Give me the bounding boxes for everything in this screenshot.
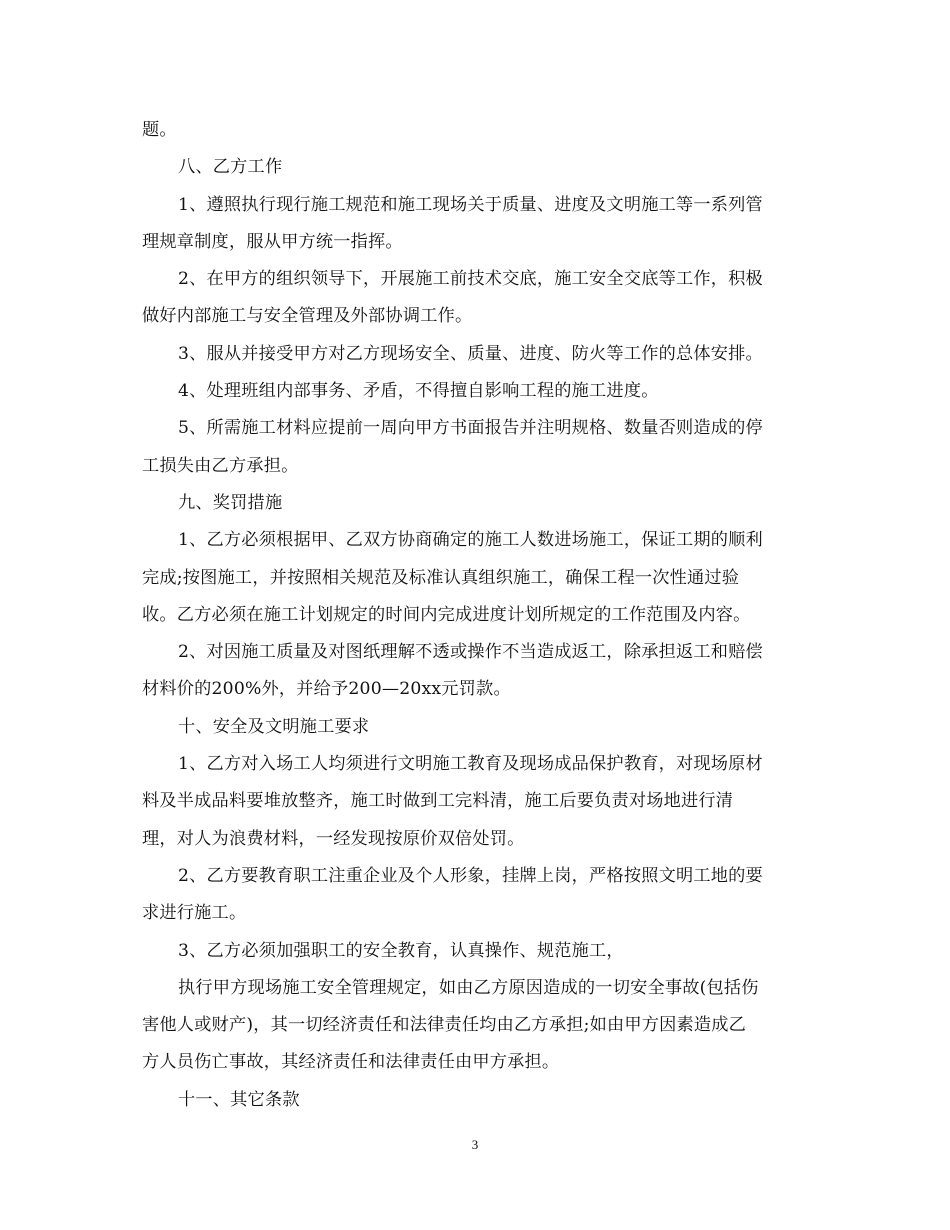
document-body: [142, 112, 808, 1119]
text-line: 做好内部施工与安全管理及外部协调工作。: [142, 306, 473, 327]
text-line: 1、遵照执行现行施工规范和施工现场关于质量、进度及文明施工等一系列管: [178, 194, 763, 215]
text-line: 十一、其它条款: [178, 1089, 300, 1110]
text-line: 3、服从并接受甲方对乙方现场安全、质量、进度、防火等工作的总体安排。: [178, 343, 763, 364]
text-line: 4、处理班组内部事务、矛盾，不得擅自影响工程的施工进度。: [178, 381, 659, 402]
text-line: 理规章制度，服从甲方统一指挥。: [142, 231, 403, 252]
text-line: 2、对因施工质量及对图纸理解不透或操作不当造成返工，除承担返工和赔偿: [178, 642, 763, 663]
text-line: 理，对人为浪费材料，一经发现按原价双倍处罚。: [142, 828, 525, 849]
text-line: 害他人或财产)，其一切经济责任和法律责任均由乙方承担;如由甲方因素造成乙: [142, 1015, 747, 1036]
text-line: 1、乙方必须根据甲、乙双方协商确定的施工人数进场施工，保证工期的顺利: [178, 530, 763, 551]
text-line: 2、在甲方的组织领导下，开展施工前技术交底，施工安全交底等工作，积极: [178, 269, 763, 290]
text-line: 十、安全及文明施工要求: [178, 716, 370, 737]
text-line: 1、乙方对入场工人均须进行文明施工教育及现场成品保护教育，对现场原材: [178, 754, 763, 775]
text-line: 2、乙方要教育职工注重企业及个人形象，挂牌上岗，严格按照文明工地的要: [178, 865, 763, 886]
text-line: 3、乙方必须加强职工的安全教育，认真操作、规范施工，: [178, 940, 624, 961]
text-line: 工损失由乙方承担。: [142, 455, 299, 476]
text-line: 方人员伤亡事故，其经济责任和法律责任由甲方承担。: [142, 1052, 560, 1073]
text-line: 题。: [142, 120, 177, 140]
text-line: 八、乙方工作: [178, 157, 283, 178]
text-line: 完成;按图施工，并按照相关规范及标准认真组织施工，确保工程一次性通过验: [142, 567, 740, 588]
text-line: 材料价的200%外，并给予200—20xx元罚款。: [142, 679, 511, 700]
text-line: 求进行施工。: [142, 903, 247, 924]
text-line: 执行甲方现场施工安全管理规定，如由乙方原因造成的一切安全事故(包括伤: [178, 977, 759, 998]
text-line: 5、所需施工材料应提前一周向甲方书面报告并注明规格、数量否则造成的停: [178, 418, 763, 439]
page-number: 3: [471, 1137, 479, 1152]
text-line: 料及半成品料要堆放整齐，施工时做到工完料清，施工后要负责对场地进行清: [142, 791, 734, 812]
text-line: 收。乙方必须在施工计划规定的时间内完成进度计划所规定的工作范围及内容。: [142, 604, 751, 625]
text-line: 九、奖罚措施: [178, 492, 283, 513]
